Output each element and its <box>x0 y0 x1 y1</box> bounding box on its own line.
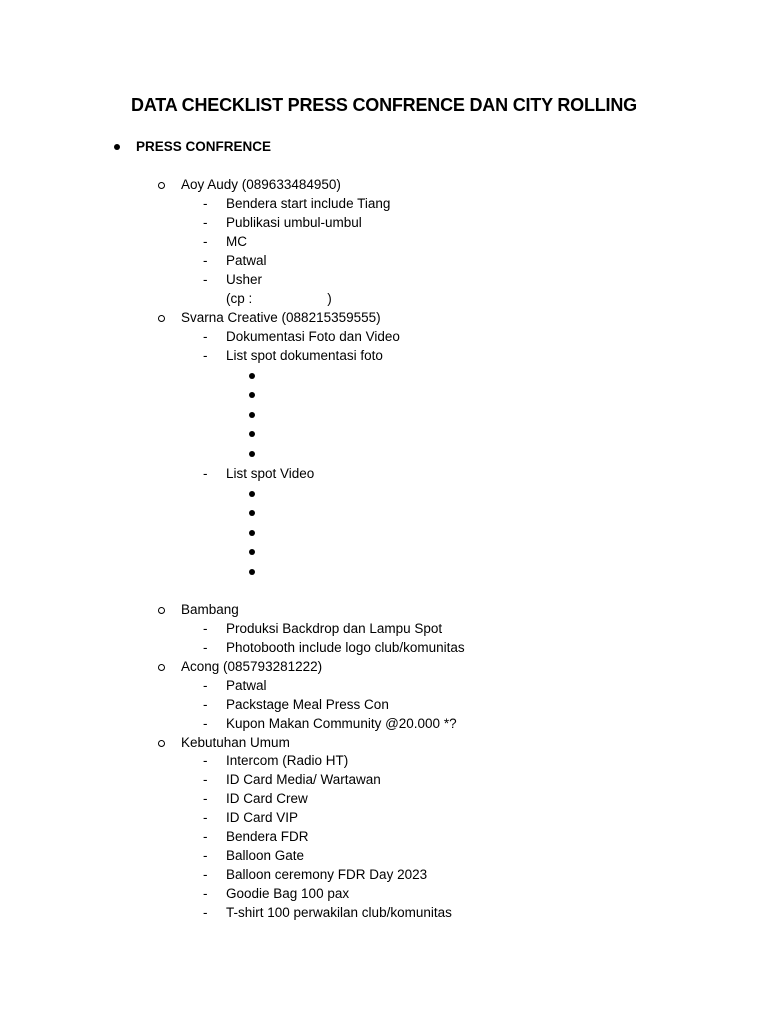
empty-bullet <box>249 510 255 516</box>
list-item: T-shirt 100 perwakilan club/komunitas <box>226 905 452 920</box>
dash-marker: - <box>203 753 208 768</box>
list-item: ID Card Crew <box>226 791 308 806</box>
empty-bullet <box>249 491 255 497</box>
list-item: List spot Video <box>226 466 315 481</box>
dash-marker: - <box>203 348 208 363</box>
dash-marker: - <box>203 329 208 344</box>
dash-marker: - <box>203 791 208 806</box>
list-item: Bendera start include Tiang <box>226 196 391 211</box>
list-item: Balloon ceremony FDR Day 2023 <box>226 867 428 882</box>
dash-marker: - <box>203 772 208 787</box>
list-item: Bendera FDR <box>226 829 309 844</box>
section-label: PRESS CONFRENCE <box>136 139 272 154</box>
group-bullet <box>158 664 165 671</box>
group-name: Aoy Audy (089633484950) <box>181 177 341 192</box>
dash-marker: - <box>203 829 208 844</box>
dash-marker: - <box>203 678 208 693</box>
list-item: Intercom (Radio HT) <box>226 753 349 768</box>
list-item: Kupon Makan Community @20.000 *? <box>226 716 457 731</box>
dash-marker: - <box>203 272 208 287</box>
empty-bullet <box>249 549 255 555</box>
empty-bullet <box>249 569 255 575</box>
group-name: Acong (085793281222) <box>181 659 323 674</box>
section-bullet <box>114 144 120 150</box>
dash-marker: - <box>203 640 208 655</box>
dash-marker: - <box>203 215 208 230</box>
list-item: Patwal <box>226 253 267 268</box>
dash-marker: - <box>203 234 208 249</box>
group-bullet <box>158 315 165 322</box>
empty-bullet <box>249 530 255 536</box>
list-item: ID Card VIP <box>226 810 299 825</box>
dash-marker: - <box>203 867 208 882</box>
list-item: Goodie Bag 100 pax <box>226 886 350 901</box>
list-item: MC <box>226 234 247 249</box>
empty-bullet <box>249 431 255 437</box>
dash-marker: - <box>203 196 208 211</box>
list-item: Dokumentasi Foto dan Video <box>226 329 400 344</box>
dash-marker: - <box>203 905 208 920</box>
list-item: Packstage Meal Press Con <box>226 697 389 712</box>
list-item: Usher <box>226 272 263 287</box>
dash-marker: - <box>203 716 208 731</box>
list-item: List spot dokumentasi foto <box>226 348 383 363</box>
group-bullet <box>158 182 165 189</box>
group-bullet <box>158 607 165 614</box>
dash-marker: - <box>203 810 208 825</box>
dash-marker: - <box>203 253 208 268</box>
empty-bullet <box>249 392 255 398</box>
empty-bullet <box>249 451 255 457</box>
list-item: Patwal <box>226 678 267 693</box>
list-item: Balloon Gate <box>226 848 305 863</box>
document-title: DATA CHECKLIST PRESS CONFRENCE DAN CITY ROLLING <box>131 95 637 115</box>
dash-marker: - <box>203 697 208 712</box>
list-item: Publikasi umbul-umbul <box>226 215 362 230</box>
contact-note: (cp : ) <box>226 291 332 306</box>
list-item: ID Card Media/ Wartawan <box>226 772 381 787</box>
group-bullet <box>158 740 165 747</box>
empty-bullet <box>249 373 255 379</box>
dash-marker: - <box>203 848 208 863</box>
list-item: Photobooth include logo club/komunitas <box>226 640 465 655</box>
group-name: Svarna Creative (088215359555) <box>181 310 381 325</box>
empty-bullet <box>249 412 255 418</box>
dash-marker: - <box>203 886 208 901</box>
dash-marker: - <box>203 466 208 481</box>
group-name: Bambang <box>181 602 239 617</box>
group-name: Kebutuhan Umum <box>181 735 290 750</box>
list-item: Produksi Backdrop dan Lampu Spot <box>226 621 443 636</box>
dash-marker: - <box>203 621 208 636</box>
